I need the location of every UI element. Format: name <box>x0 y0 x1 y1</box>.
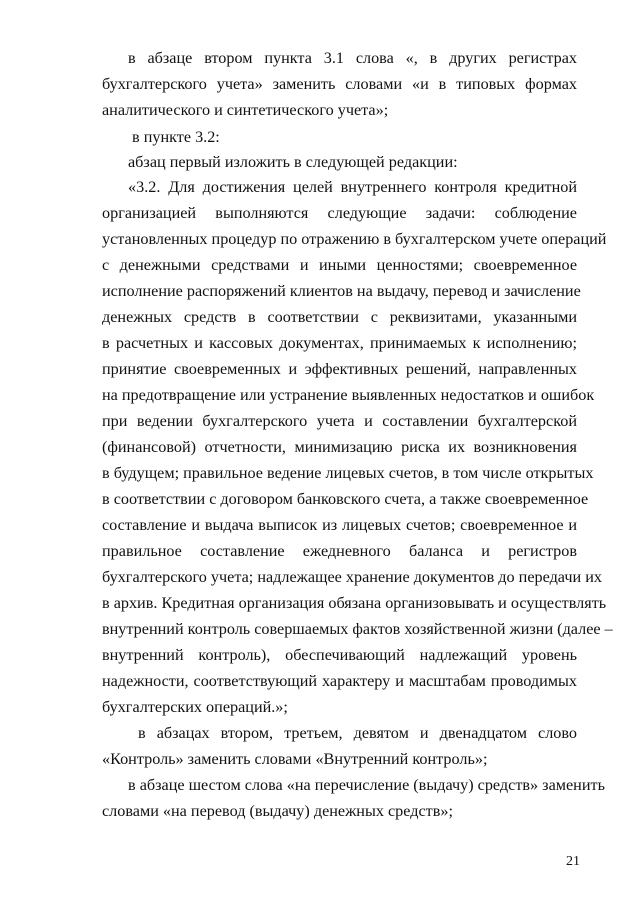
paragraph-4-line-12: в будущем; правильное ведение лицевых счетов, в том числе открытых <box>102 464 594 482</box>
paragraph-4-line-10: при ведении бухгалтерского учета и составлении бухгалтерской <box>102 412 577 430</box>
paragraph-4-line-8: принятие своевременных и эффективных решений, направленных <box>102 360 577 378</box>
paragraph-4-line-13: в соответствии с договором банковского счета, а также своевременное <box>102 490 589 508</box>
paragraph-4-line-3: установленных процедур по отражению в бухгалтерском учете операций <box>102 230 607 248</box>
paragraph-1-line-3: аналитического и синтетического учета»; <box>102 101 389 119</box>
paragraph-5-line-1: в абзацах втором, третьем, девятом и двенадцатом слово <box>138 724 577 742</box>
paragraph-6-line-1: в абзаце шестом слова «на перечисление (выдачу) средств» заменить <box>128 776 605 794</box>
paragraph-4-line-1: «3.2. Для достижения целей внутреннего контроля кредитной <box>128 178 577 196</box>
page-number: 21 <box>566 854 580 869</box>
paragraph-4-line-19: внутренний контроль), обеспечивающий надлежащий уровень <box>102 646 577 664</box>
paragraph-1-line-2: бухгалтерского учета» заменить словами «и в типовых формах <box>102 75 577 93</box>
paragraph-4-line-5: исполнение распоряжений клиентов на выдачу, перевод и зачисление <box>102 282 581 300</box>
paragraph-4-line-16: бухгалтерского учета; надлежащее хранение документов до передачи их <box>102 568 602 586</box>
paragraph-4-line-9: на предотвращение или устранение выявленных недостатков и ошибок <box>102 386 595 404</box>
paragraph-4-line-20: надежности, соответствующий характеру и масштабам проводимых <box>102 672 577 690</box>
paragraph-4-line-15: правильное составление ежедневного баланса и регистров <box>102 542 577 560</box>
paragraph-4-line-7: в расчетных и кассовых документах, принимаемых к исполнению; <box>102 334 577 352</box>
paragraph-6-line-2: словами «на перевод (выдачу) денежных средств»; <box>102 802 453 820</box>
paragraph-4-line-14: составление и выдача выписок из лицевых счетов; своевременное и <box>102 516 577 534</box>
paragraph-4-line-17: в архив. Кредитная организация обязана организовывать и осуществлять <box>102 594 607 612</box>
paragraph-4-line-2: организацией выполняются следующие задачи: соблюдение <box>102 204 577 222</box>
paragraph-3-line-1: абзац первый изложить в следующей редакции: <box>128 153 458 171</box>
paragraph-2-line-1: в пункте 3.2: <box>132 128 220 146</box>
paragraph-5-line-2: «Контроль» заменить словами «Внутренний контроль»; <box>102 750 488 768</box>
paragraph-4-line-6: денежных средств в соответствии с реквизитами, указанными <box>102 308 577 326</box>
paragraph-4-line-21: бухгалтерских операций.»; <box>102 698 288 716</box>
paragraph-4-line-11: (финансовой) отчетности, минимизацию риска их возникновения <box>102 438 577 456</box>
paragraph-1-line-1: в абзаце втором пункта 3.1 слова «, в других регистрах <box>128 49 577 67</box>
paragraph-4-line-4: с денежными средствами и иными ценностями; своевременное <box>102 256 577 274</box>
paragraph-4-line-18: внутренний контроль совершаемых фактов хозяйственной жизни (далее – <box>102 620 613 638</box>
